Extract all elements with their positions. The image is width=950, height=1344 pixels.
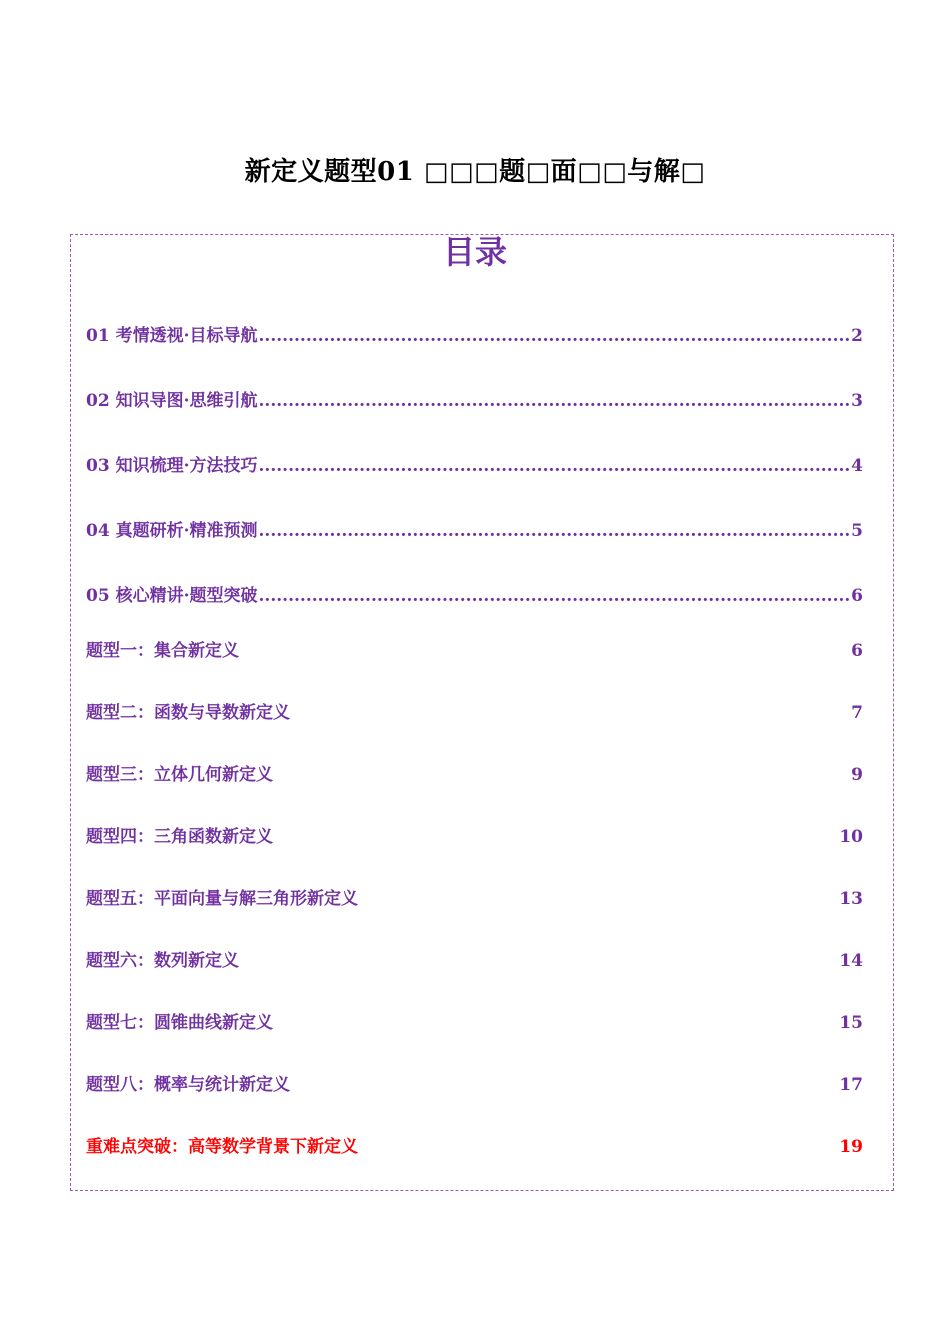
toc-type-page: 7 [851,703,863,723]
toc-type-3[interactable] [86,763,863,787]
toc-type-5[interactable] [86,887,863,911]
toc-entry-04[interactable] [86,519,863,543]
toc-type-label: 题型六：数列新定义 [86,951,239,971]
toc-type-4[interactable] [86,825,863,849]
toc-type-label: 题型一：集合新定义 [86,641,239,661]
toc-type-6[interactable] [86,949,863,973]
toc-entry-page: 2 [851,326,863,346]
toc-type-label: 题型二：函数与导数新定义 [86,703,290,723]
toc-type-page: 14 [839,951,863,971]
toc-entry-page: 3 [851,391,863,411]
toc-entry-label: 03 知识梳理·方法技巧 [86,456,258,476]
toc-entry-02[interactable] [86,389,863,413]
toc-type-page: 10 [839,827,863,847]
dot-leader [259,454,851,478]
toc-entry-page: 4 [851,456,863,476]
toc-type-page: 9 [851,765,863,785]
dot-leader [259,519,851,543]
dot-leader [259,584,851,608]
toc-type-page: 13 [839,889,863,909]
toc-entry-03[interactable] [86,454,863,478]
toc-highlight-page: 19 [839,1137,863,1157]
toc-type-2[interactable] [86,701,863,725]
toc-entry-page: 5 [851,521,863,541]
toc-type-7[interactable] [86,1011,863,1035]
toc-type-page: 17 [839,1075,863,1095]
toc-heading: 目录 [442,233,507,271]
toc-type-label: 题型七：圆锥曲线新定义 [86,1013,273,1033]
toc-type-1[interactable] [86,639,863,663]
toc-type-label: 题型四：三角函数新定义 [86,827,273,847]
toc-entry-label: 02 知识导图·思维引航 [86,391,258,411]
toc-entry-label: 05 核心精讲·题型突破 [86,586,258,606]
toc-type-label: 题型八：概率与统计新定义 [86,1075,290,1095]
toc-entry-01[interactable] [86,324,863,348]
document-title: 新定义题型01 □□□题□面□□与解□ [244,157,706,187]
dot-leader [259,389,851,413]
toc-type-label: 题型三：立体几何新定义 [86,765,273,785]
toc-type-8[interactable] [86,1073,863,1097]
toc-highlight-entry[interactable] [86,1135,863,1159]
toc-type-page: 6 [851,641,863,661]
toc-entry-label: 04 真题研析·精准预测 [86,521,258,541]
toc-type-page: 15 [839,1013,863,1033]
toc-entry-page: 6 [851,586,863,606]
toc-entry-label: 01 考情透视·目标导航 [86,326,258,346]
dot-leader [259,324,851,348]
toc-highlight-label: 重难点突破：高等数学背景下新定义 [86,1137,358,1157]
toc-type-label: 题型五：平面向量与解三角形新定义 [86,889,358,909]
toc-entry-05[interactable] [86,584,863,608]
